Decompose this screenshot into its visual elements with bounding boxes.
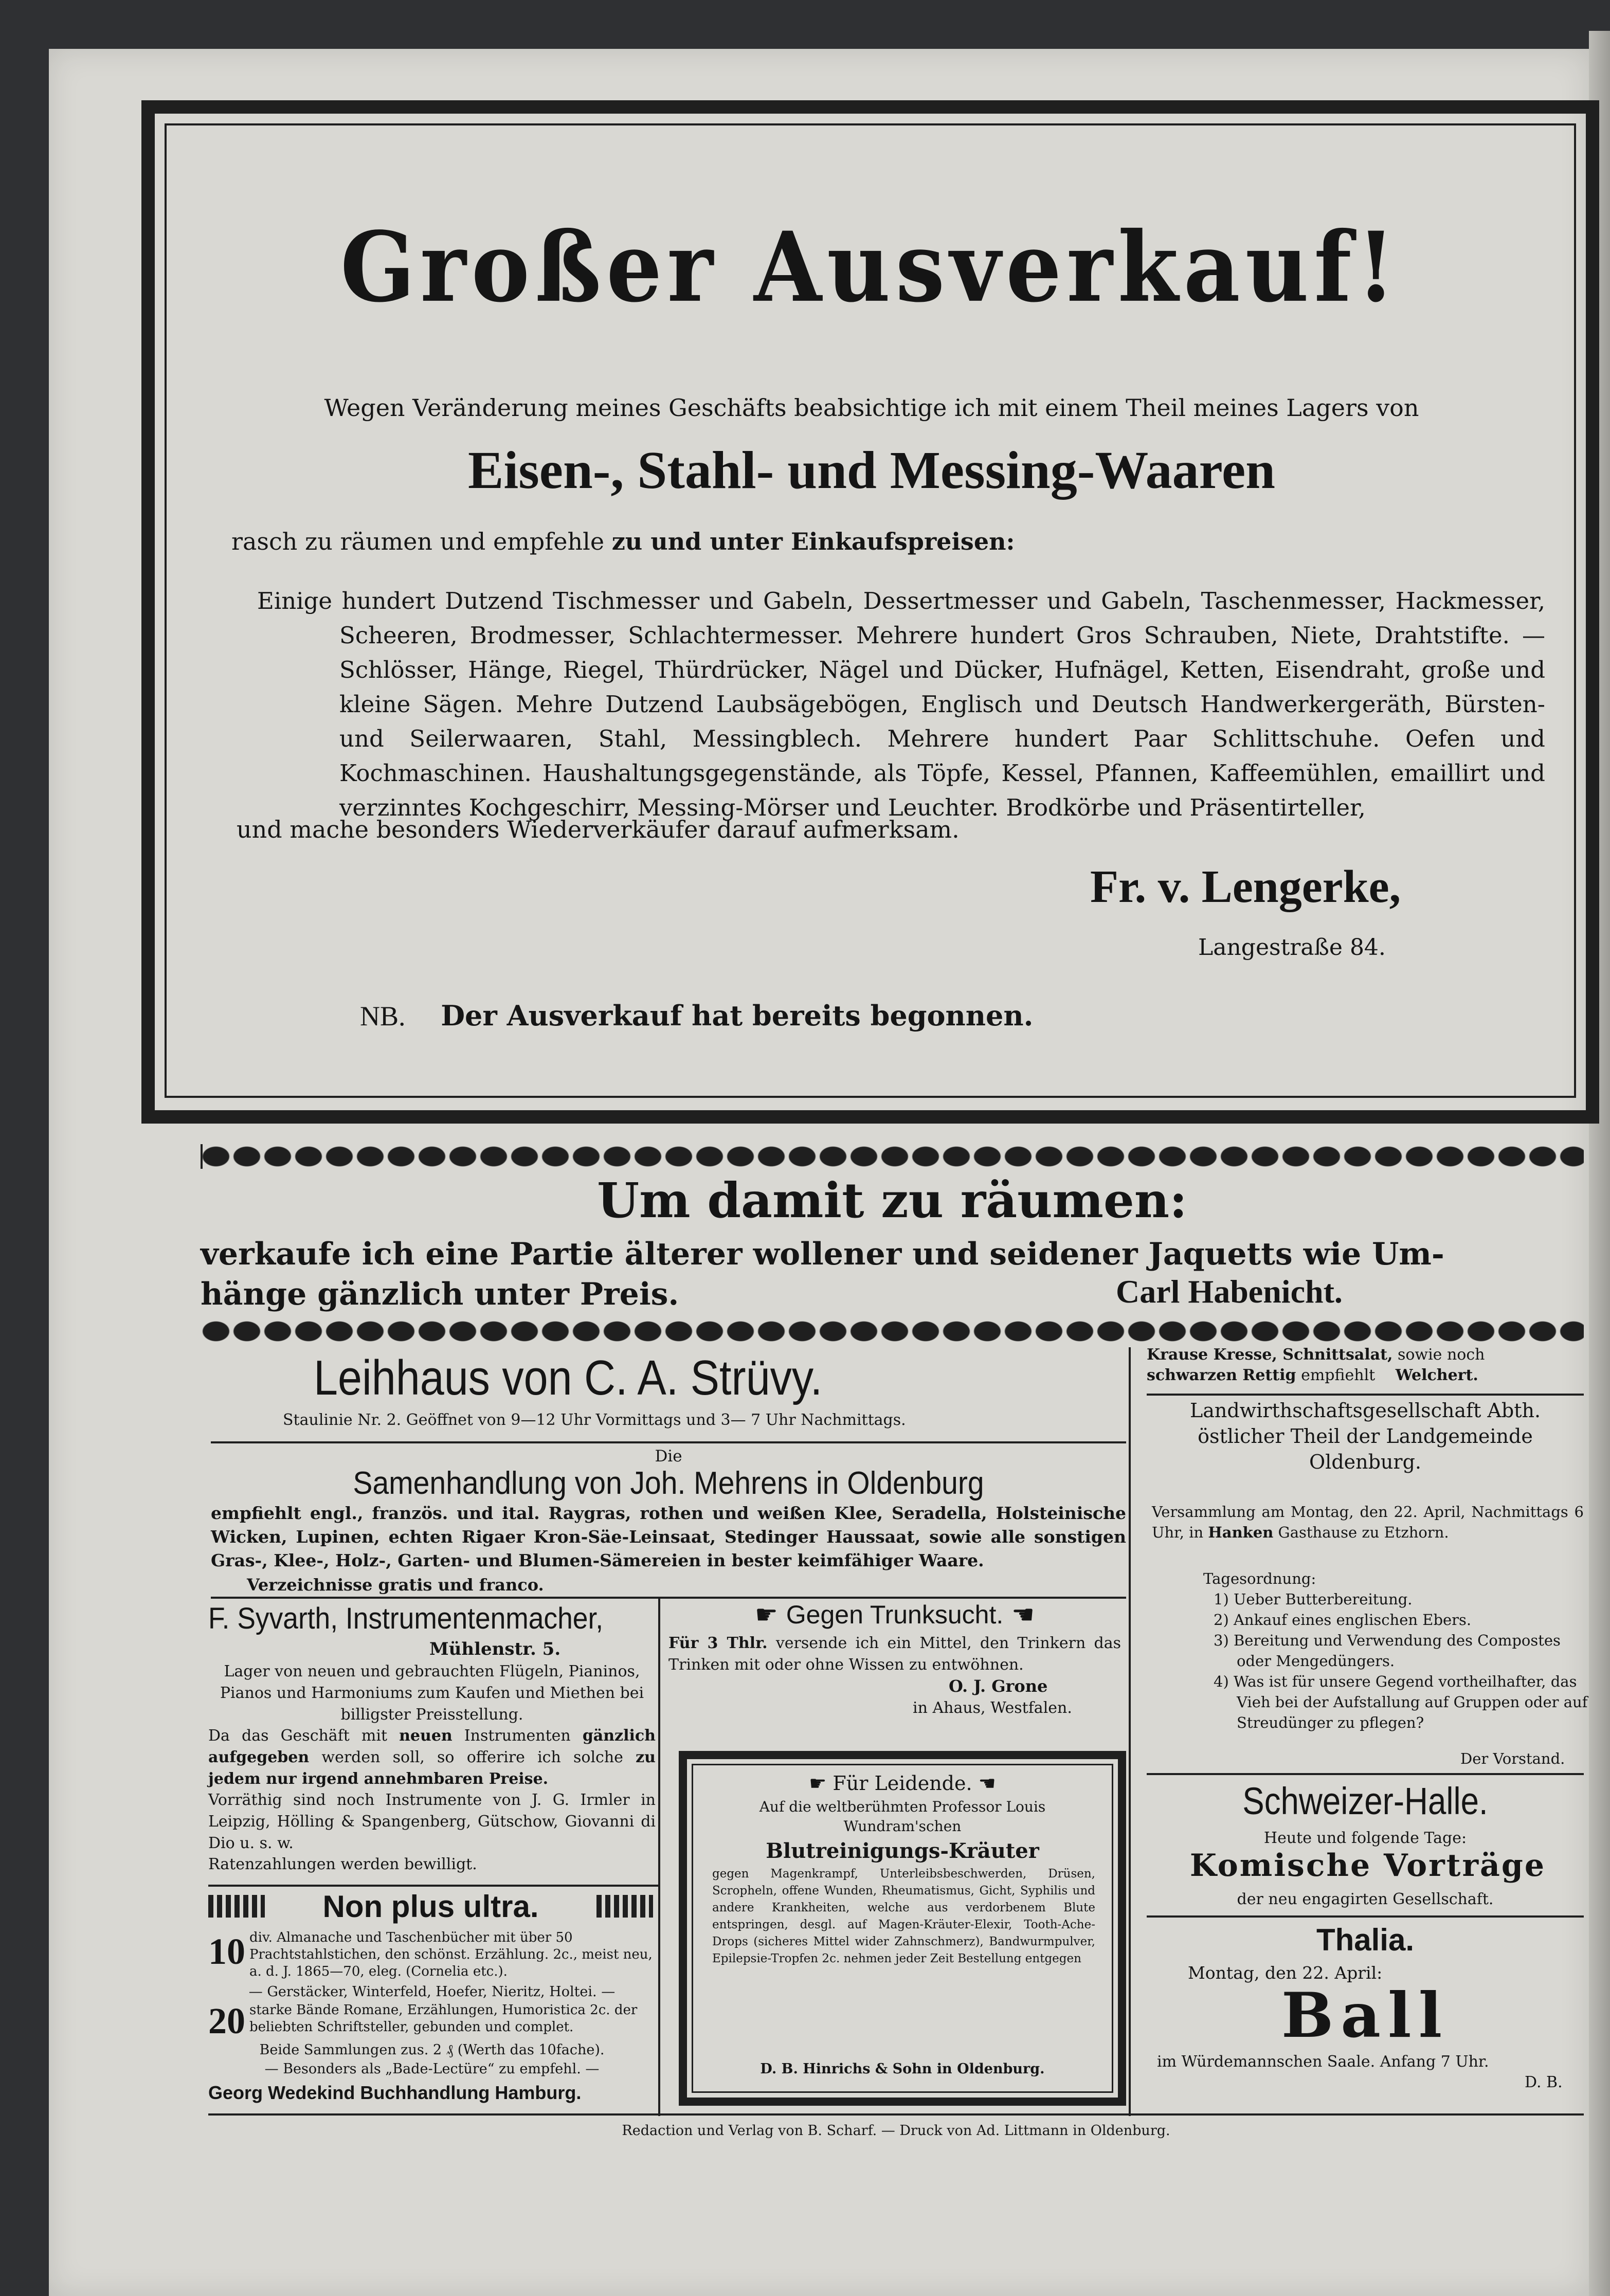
landwirth-agenda-1: 1) Ueber Butterbereitung.	[1214, 1590, 1413, 1608]
nonplus-hatch-right	[596, 1895, 653, 1918]
kresse-line1	[1147, 1345, 1589, 1365]
syvarth-body2-d: gänzlich aufgegeben	[208, 1727, 656, 1766]
rule-habenicht-top	[201, 1144, 203, 1169]
samen-die: Die	[655, 1447, 682, 1466]
nonplus-text2: starke Bände Romane, Erzählungen, Humoristica 2c. der beliebten Schriftsteller, gebunden und complet.	[249, 2002, 638, 2035]
nonplus-num2: 20	[208, 2000, 245, 2041]
leidende-product: Blutreinigungs-Kräuter	[766, 1839, 1039, 1863]
rule-schweizer	[1147, 1915, 1584, 1918]
rule-syvarth	[208, 1885, 658, 1887]
landwirth-agenda-4: 4) Was ist für unsere Gegend vortheilhafter, das Vieh bei der Aufstallung auf Gruppen oder auf Streudünger zu pflegen?	[1214, 1673, 1588, 1731]
landwirth-agenda-2: 2) Ankauf eines englischen Ebers.	[1214, 1611, 1472, 1629]
syvarth-body2-b: neuen	[399, 1727, 453, 1745]
leidende-intro: Auf die weltberühmten Professor Louis Wundram'schen	[759, 1798, 1046, 1835]
thalia-ball: Ball	[1281, 1979, 1450, 2052]
schweizer-line2: der neu engagirten Gesellschaft.	[1237, 1890, 1494, 1908]
landwirth-body-a: Versammlung am Montag, den 22. April, Nachmittags 6 Uhr, in	[1152, 1503, 1584, 1541]
ad-headline: Großer Ausverkauf!	[340, 211, 1401, 324]
nonplus-hatch-left	[208, 1895, 265, 1918]
trunk-body-text: versende ich ein Mittel, den Trinkern das Trinken mit oder ohne Wissen zu entwöhnen.	[668, 1634, 1121, 1674]
thalia-footer: im Würdemannschen Saale. Anfang 7 Uhr.	[1157, 2053, 1489, 2071]
habenicht-line2: hänge gänzlich unter Preis.	[201, 1276, 679, 1312]
trunk-body	[668, 1633, 1121, 1676]
thalia-sign: D. B.	[1525, 2073, 1563, 2091]
pointing-hand-left-icon: ☚	[978, 1772, 996, 1795]
pointing-hand-right-icon: ☛	[809, 1772, 827, 1795]
kresse-line2	[1147, 1365, 1589, 1386]
landwirth-agenda-label: Tagesordnung:	[1203, 1570, 1316, 1587]
leidende-title-text: Für Leidende.	[833, 1772, 972, 1795]
habenicht-headline: Um damit zu räumen:	[597, 1172, 1187, 1229]
pointing-hand-icon: ☛	[755, 1600, 778, 1630]
ad-body: Einige hundert Dutzend Tischmesser und Gabeln, Dessertmesser und Gabeln, Taschenmesser, Hackmesser, Scheeren, Brodmesser, Schlachtermesser. Mehrere hundert Gros Schrauben, Niete, Drahtstifte. — Schlösser, Hänge, Riegel, Thürdrücker, Nägel und Dücker, Hufnägel, Ketten, Eisendraht, große und kleine Sägen. Mehre Dutzend Laubsägebögen, Englisch und Deutsch Handwerkergeräth, Bürsten- und Seilerwaaren, Stahl, Messingblech. Mehrere hundert Paar Schlittschuhe. Oefen und Kochmaschinen. Haushaltungsgegenstände, als Töpfe, Kessel, Pfannen, Kaffeemühlen, emaillirt und verzinntes Kochgeschirr, Messing-Mörser und Leuchter. Brodkörbe und Präsentirteller,	[257, 587, 1545, 821]
landwirth-signature: Der Vorstand.	[1460, 1750, 1565, 1767]
kresse-name: Welchert.	[1395, 1366, 1478, 1384]
samen-title: Samenhandlung von Joh. Mehrens in Oldenburg	[353, 1466, 984, 1501]
trunk-title-text: Gegen Trunksucht.	[786, 1600, 1004, 1629]
leidende-signature: D. B. Hinrichs & Sohn in Oldenburg.	[760, 2061, 1045, 2077]
kresse-line1-bold: Krause Kresse, Schnittsalat,	[1147, 1346, 1393, 1364]
syvarth-title: F. Syvarth, Instrumentenmacher,	[208, 1602, 604, 1635]
thalia-title: Thalia.	[1316, 1923, 1415, 1957]
leihhaus-title: Leihhaus von C. A. Strüvy.	[314, 1350, 823, 1405]
nonplus-line4: — Besonders als „Bade-Lectüre“ zu empfehl. —	[264, 2061, 600, 2077]
rule-leihhaus	[211, 1441, 1126, 1443]
ad-clause-bold: zu und unter Einkaufspreisen:	[611, 528, 1015, 555]
landwirth-body-c: Gasthause zu Etzhorn.	[1278, 1524, 1449, 1541]
kresse-line2-text: empfiehlt	[1301, 1366, 1376, 1384]
trunk-place: in Ahaus, Westfalen.	[913, 1699, 1072, 1717]
ad-clause-text: rasch zu räumen und empfehle	[231, 528, 605, 555]
vsep-left	[658, 1597, 660, 2116]
rule-landwirth	[1147, 1773, 1584, 1775]
habenicht-line1: verkaufe ich eine Partie älterer wollener und seidener Jaquetts wie Um-	[201, 1236, 1444, 1272]
landwirth-body	[1152, 1502, 1584, 1543]
ornament-bar-bottom	[201, 1319, 1584, 1344]
nonplus-line2: — Gerstäcker, Winterfeld, Hoefer, Nieritz, Holtei. —	[248, 1984, 616, 2000]
habenicht-signature: Carl Habenicht.	[1116, 1273, 1343, 1310]
ad-nb-text: Der Ausverkauf hat bereits begonnen.	[441, 999, 1034, 1032]
landwirth-body-b: Hanken	[1208, 1524, 1274, 1541]
ad-body-end: und mache besonders Wiederverkäufer darauf aufmerksam.	[237, 816, 960, 843]
landwirth-title: Landwirthschaftsgesellschaft Abth. östlicher Theil der Landgemeinde Oldenburg.	[1189, 1399, 1541, 1473]
thalia-date: Montag, den 22. April:	[1188, 1963, 1383, 1983]
syvarth-body2-c: Instrumenten	[464, 1727, 571, 1745]
syvarth-body3: Vorräthig sind noch Instrumente von J. G. Irmler in Leipzig, Hölling & Spangenberg, Gütschow, Giovanni di Dio u. s. w.	[208, 1791, 656, 1852]
syvarth-body1: Lager von neuen und gebrauchten Flügeln, Pianinos, Pianos und Harmoniums zum Kaufen und Miethen bei billigster Preisstellung.	[220, 1662, 644, 1724]
ad-address: Langestraße 84.	[1198, 934, 1386, 961]
trunk-body-bold: Für 3 Thlr.	[668, 1634, 768, 1652]
samen-end: Verzeichnisse gratis und franco.	[247, 1575, 544, 1595]
nonplus-num1: 10	[208, 1931, 245, 1972]
ad-signature: Fr. v. Lengerke,	[1090, 861, 1401, 912]
syvarth-street: Mühlenstr. 5.	[429, 1639, 561, 1659]
kresse-line1-text: sowie noch	[1397, 1346, 1485, 1364]
nonplus-line3: Beide Sammlungen zus. 2 ₰ (Werth das 10fache).	[259, 2042, 605, 2058]
trunk-name: O. J. Grone	[949, 1676, 1048, 1696]
leidende-body: gegen Magenkrampf, Unterleibsbeschwerden, Drüsen, Scropheln, offene Wunden, Rheumatismus, Gicht, Syphilis und andere Krankheiten, welche aus verdorbenem Blute entspringen, desgl. auf Magen-Kräuter-Elexir, Tooth-Ache-Drops (sicheres Mittel wider Zahnschmerz), Bandwurmpulver, Epilepsie-Tropfen 2c. nehmen jeder Zeit Bestellung entgegen	[712, 1867, 1095, 1965]
syvarth-body2-e: werden soll, so offerire ich solche	[321, 1748, 623, 1766]
syvarth-body2-f: zu jedem nur irgend annehmbaren Preise.	[208, 1748, 656, 1788]
nonplus-text1: div. Almanache und Taschenbücher mit über 50 Prachtstahlstichen, den schönst. Erzählung. 2c., meist neu, a. d. J. 1865—70, eleg. (Cornelia etc.).	[249, 1930, 653, 1979]
ornament-bar-top	[201, 1144, 1584, 1169]
ad-nb	[360, 998, 1440, 1034]
leidende-title	[699, 1769, 1106, 1798]
rule-imprint	[208, 2113, 1584, 2116]
schweizer-title: Schweizer-Halle.	[1242, 1780, 1488, 1822]
kresse-line2-bold: schwarzen Rettig	[1147, 1366, 1296, 1384]
schweizer-line1: Heute und folgende Tage:	[1263, 1829, 1467, 1847]
imprint: Redaction und Verlag von B. Scharf. — Druck von Ad. Littmann in Oldenburg.	[622, 2123, 1170, 2139]
ad-clause	[231, 525, 1466, 558]
nonplus-signature: Georg Wedekind Buchhandlung Hamburg.	[208, 2082, 582, 2103]
leihhaus-subtitle: Staulinie Nr. 2. Geöffnet von 9—12 Uhr Vormittags und 3— 7 Uhr Nachmittags.	[283, 1411, 906, 1429]
ad-nb-label: NB.	[360, 1001, 406, 1032]
ad-intro: Wegen Veränderung meines Geschäfts beabsichtige ich mit einem Theil meines Lagers von	[324, 394, 1419, 422]
trunk-title	[663, 1597, 1126, 1633]
syvarth-body2-a: Da das Geschäft mit	[208, 1727, 388, 1745]
vsep-right	[1129, 1347, 1131, 2116]
rule-kresse	[1147, 1394, 1584, 1396]
pointing-hand-icon-left: ☚	[1011, 1600, 1035, 1630]
syvarth-body2	[208, 1725, 656, 1790]
samen-body: empfiehlt engl., französ. und ital. Raygras, rothen und weißen Klee, Seradella, Holsteinische Wicken, Lupinen, echten Rigaer Kron-Säe-Leinsaat, Stedinger Haussaat, sowie alle sonstigen Gras-, Klee-, Holz-, Garten- und Blumen-Sämereien in bester keimfähiger Waare.	[211, 1503, 1126, 1570]
landwirth-agenda-3: 3) Bereitung und Verwendung des Compostes oder Mengedüngers.	[1214, 1632, 1561, 1670]
syvarth-body4: Ratenzahlungen werden bewilligt.	[208, 1855, 477, 1873]
nonplus-title: Non plus ultra.	[322, 1889, 539, 1924]
schweizer-headline: Komische Vorträge	[1189, 1848, 1546, 1884]
ad-goods: Eisen-, Stahl- und Messing-Waaren	[468, 441, 1275, 500]
